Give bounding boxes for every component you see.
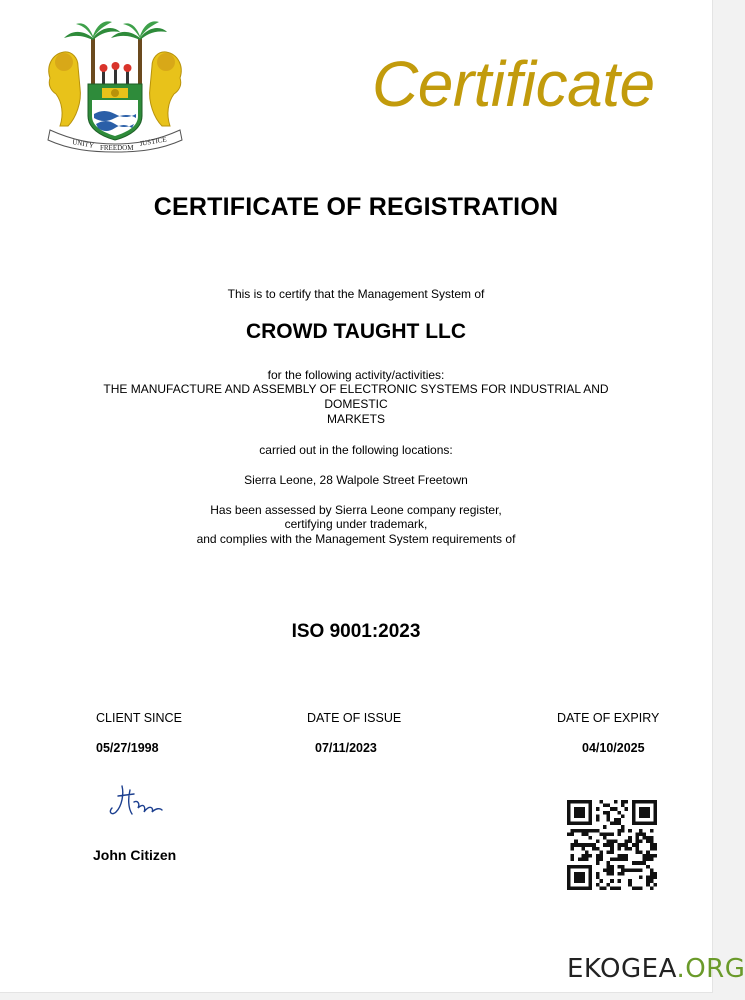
brand-domain: .ORG [676,954,745,984]
assessment-line: Has been assessed by Sierra Leone company register, [210,503,502,517]
qr-module [653,854,657,858]
qr-module [621,829,625,833]
qr-module [603,804,607,808]
qr-module [614,886,618,890]
qr-module [639,876,643,880]
qr-module [617,854,621,858]
qr-module [596,883,600,887]
qr-module [628,868,632,872]
qr-module [639,850,643,854]
qr-module [589,843,593,847]
qr-module [639,840,643,844]
qr-module [599,850,603,854]
signer-name: John Citizen [93,847,177,863]
qr-module [610,886,614,890]
qr-module [639,832,643,836]
qr-module [625,854,629,858]
qr-module [599,854,603,858]
date-of-issue-value: 07/11/2023 [315,741,377,755]
qr-module [632,843,636,847]
qr-module [650,836,654,840]
qr-module [596,858,600,862]
qr-module [610,847,614,851]
qr-module [610,850,614,854]
qr-module [621,868,625,872]
qr-module [607,861,611,865]
qr-module [603,832,607,836]
qr-module [650,876,654,880]
qr-module [607,832,611,836]
qr-module [617,811,621,815]
qr-module [635,886,639,890]
qr-module [653,843,657,847]
qr-module [625,858,629,862]
qr-module [639,807,650,818]
qr-module [646,858,650,862]
location-address: Sierra Leone, 28 Walpole Street Freetown [244,473,468,487]
qr-module [635,840,639,844]
qr-module [625,840,629,844]
qr-module [628,883,632,887]
qr-module [585,850,589,854]
qr-module [625,800,629,804]
qr-module [621,858,625,862]
qr-module [592,843,596,847]
qr-module [643,854,647,858]
qr-module [574,840,578,844]
qr-module [607,804,611,808]
qr-module [571,854,575,858]
qr-module [578,858,582,862]
qr-module [653,872,657,876]
qr-module [650,868,654,872]
qr-module [632,886,636,890]
qr-module [628,829,632,833]
qr-module [646,840,650,844]
qr-module [581,829,585,833]
qr-module [607,865,611,869]
qr-module [646,879,650,883]
motto-unity: UNITY [71,138,95,150]
qr-module [603,811,607,815]
qr-module [614,840,618,844]
qr-module [592,829,596,833]
qr-module [603,886,607,890]
qr-module [621,872,625,876]
qr-module [621,800,625,804]
date-of-expiry-value: 04/10/2025 [582,741,645,755]
assessment-line: certifying under trademark, [284,517,428,531]
qr-module [650,886,654,890]
qr-module [653,883,657,887]
qr-module [589,829,593,833]
qr-module [585,829,589,833]
qr-module [567,832,571,836]
qr-module [614,807,618,811]
qr-module [632,861,636,865]
qr-module [578,829,582,833]
activity-line: THE MANUFACTURE AND ASSEMBLY OF ELECTRONIC SYSTEMS FOR INDUSTRIAL AND [103,382,609,396]
qr-module [628,847,632,851]
qr-module [574,829,578,833]
qr-module [635,847,639,851]
qr-module [599,832,603,836]
date-of-issue-label: DATE OF ISSUE [307,711,402,725]
shield-icon [88,84,142,140]
qr-module [639,868,643,872]
qr-module [581,854,585,858]
qr-module [650,872,654,876]
qr-module [592,847,596,851]
assessment-line: and complies with the Management System requirements of [196,532,516,546]
qr-module [581,832,585,836]
qr-module [585,832,589,836]
qr-module [596,814,600,818]
company-name: CROWD TAUGHT LLC [245,320,467,343]
qr-module [617,832,621,836]
activity-intro: for the following activity/activities: [267,368,445,382]
certificate-heading-word: Certificate [372,48,655,120]
qr-module [581,847,585,851]
torches-icon [100,62,132,84]
qr-module [643,858,647,862]
qr-module [643,832,647,836]
motto-justice: JUSTICE [138,135,168,148]
qr-module [625,843,629,847]
footer-brand [567,956,745,982]
qr-module [596,807,600,811]
qr-module [639,886,643,890]
qr-module [610,879,614,883]
qr-module [617,886,621,890]
qr-module [599,886,603,890]
qr-module [635,850,639,854]
qr-module [614,822,618,826]
certify-intro: This is to certify that the Management System of [227,287,485,301]
qr-module [643,836,647,840]
qr-module [628,840,632,844]
activity-line: MARKETS [326,412,385,426]
qr-module [574,807,585,818]
qr-module [639,829,643,833]
certificate-title: CERTIFICATE OF REGISTRATION [153,193,559,221]
qr-module [621,825,625,829]
iso-standard: ISO 9001:2023 [291,621,421,642]
qr-module [607,883,611,887]
qr-module [599,800,603,804]
qr-module [596,872,600,876]
qr-module [650,843,654,847]
qr-module [643,861,647,865]
qr-module [635,832,639,836]
qr-module [646,850,650,854]
qr-module [596,876,600,880]
qr-module [607,843,611,847]
client-since-label: CLIENT SINCE [96,711,182,725]
qr-module [646,836,650,840]
qr-module [596,829,600,833]
brand-name: EKOGEA [567,954,677,984]
qr-module [650,829,654,833]
qr-module [603,836,607,840]
qr-module [650,847,654,851]
qr-module [650,840,654,844]
qr-module [635,836,639,840]
motto-freedom: FREEDOM [100,144,134,152]
qr-module [614,818,618,822]
qr-module [635,843,639,847]
qr-module [603,868,607,872]
qr-module [596,861,600,865]
qr-module [610,822,614,826]
qr-module [621,814,625,818]
qr-module [607,811,611,815]
qr-module [574,872,585,883]
qr-module [599,879,603,883]
qr-module [571,829,575,833]
qr-module [628,879,632,883]
qr-module [596,847,600,851]
qr-module [650,879,654,883]
qr-module [646,883,650,887]
qr-module [607,840,611,844]
qr-module [596,818,600,822]
qr-module [617,818,621,822]
qr-module [589,836,593,840]
qr-module [585,843,589,847]
qr-code [567,800,657,890]
qr-module [607,868,611,872]
qr-module [610,858,614,862]
qr-module [625,868,629,872]
qr-module [653,847,657,851]
qr-module [617,872,621,876]
qr-module [621,843,625,847]
qr-module [610,865,614,869]
coat-of-arms-emblem [42,18,188,152]
qr-module [614,800,618,804]
qr-module [650,854,654,858]
qr-module [621,865,625,869]
qr-module [585,854,589,858]
qr-module [603,825,607,829]
qr-module [653,876,657,880]
qr-module [617,822,621,826]
qr-module [581,843,585,847]
qr-module [574,843,578,847]
qr-module [610,843,614,847]
lion-left-icon [49,52,81,126]
qr-module [610,807,614,811]
qr-module [571,858,575,862]
qr-module [646,854,650,858]
qr-module [646,876,650,880]
qr-module [639,861,643,865]
qr-module [596,854,600,858]
qr-module [610,872,614,876]
qr-module [617,865,621,869]
client-since-value: 05/27/1998 [96,741,159,755]
qr-module [610,832,614,836]
qr-module [607,850,611,854]
qr-module [617,829,621,833]
qr-module [625,847,629,851]
date-of-expiry-label: DATE OF EXPIRY [557,711,660,725]
qr-module [610,868,614,872]
qr-module [571,843,575,847]
qr-module [581,858,585,862]
locations-intro: carried out in the following locations: [259,443,453,457]
qr-module [589,854,593,858]
qr-module [621,804,625,808]
qr-module [607,872,611,876]
qr-module [607,818,611,822]
activity-line: DOMESTIC [324,397,388,411]
qr-module [571,847,575,851]
qr-module [632,868,636,872]
qr-module [625,807,629,811]
qr-module [621,854,625,858]
qr-module [614,858,618,862]
qr-module [603,843,607,847]
qr-module [617,847,621,851]
qr-module [578,843,582,847]
qr-module [599,858,603,862]
qr-module [635,861,639,865]
qr-module [610,840,614,844]
qr-module [635,868,639,872]
signature-icon [104,780,168,822]
qr-module [596,840,600,844]
qr-module [628,836,632,840]
qr-module [585,858,589,862]
qr-module [617,858,621,862]
qr-module [617,879,621,883]
qr-module [650,858,654,862]
qr-module [571,832,575,836]
qr-module [646,865,650,869]
qr-module [607,814,611,818]
qr-module [617,843,621,847]
lion-right-icon [150,52,182,126]
